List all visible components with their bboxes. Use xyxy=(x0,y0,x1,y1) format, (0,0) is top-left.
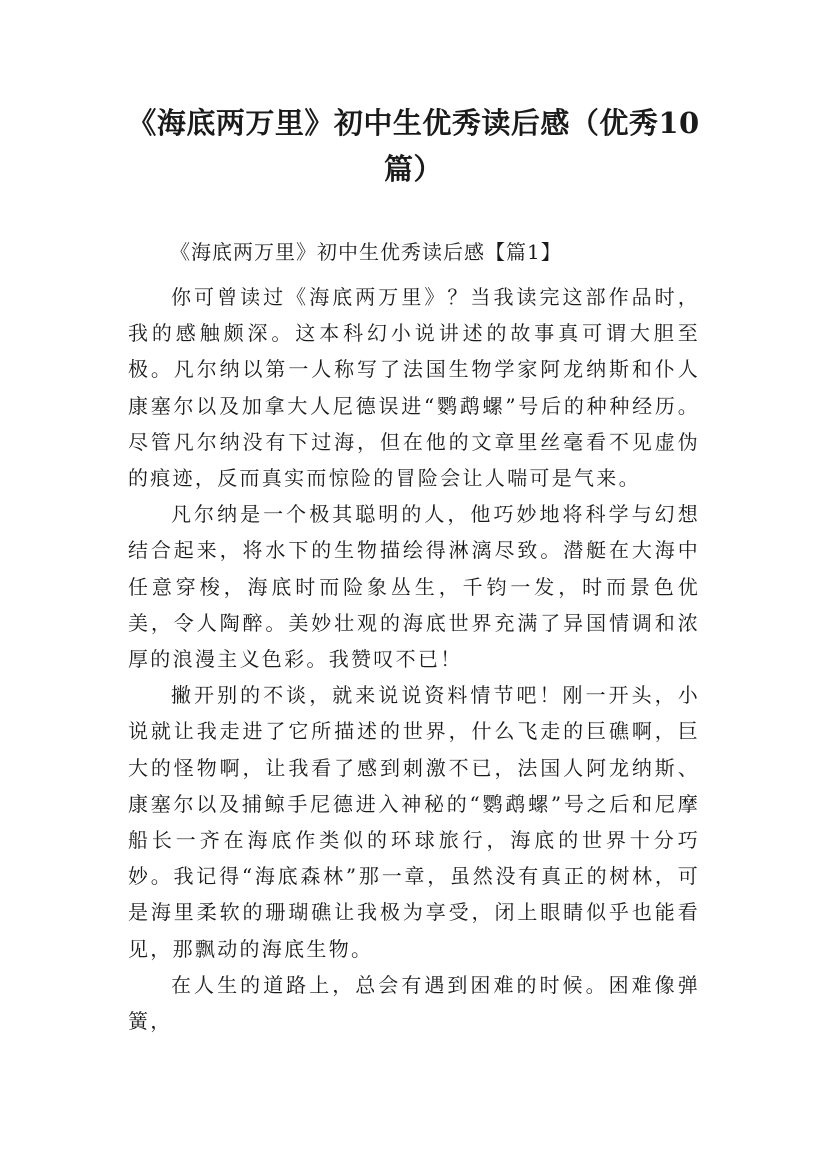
paragraph-1: 你可曾读过《海底两万里》？当我读完这部作品时，我的感触颇深。这本科幻小说讲述的故事真可谓大胆至极。凡尔纳以第一人称写了法国生物学家阿龙纳斯和仆人康塞尔以及加拿大人尼德误进“鹦鹉螺”号后的种种经历。尽管凡尔纳没有下过海，但在他的文章里丝毫看不见虚伪的痕迹，反而真实而惊险的冒险会让人喘可是气来。 xyxy=(128,285,700,491)
paragraph-3: 撇开别的不谈，就来说说资料情节吧！刚一开头，小说就让我走进了它所描述的世界，什么飞走的巨礁啊，巨大的怪物啊，让我看了感到刺激不已，法国人阿龙纳斯、康塞尔以及捕鲸手尼德进入神秘的“鹦鹉螺”号之后和尼摩船长一齐在海底作类似的环球旅行，海底的世界十分巧妙。我记得“海底森林”那一章，虽然没有真正的树林，可是海里柔软的珊瑚礁让我极为享受，闭上眼睛似乎也能看见，那飘动的海底生物。 xyxy=(128,683,700,961)
paragraph-2: 凡尔纳是一个极其聪明的人，他巧妙地将科学与幻想结合起来，将水下的生物描绘得淋漓尽致。潜艇在大海中任意穿梭，海底时而险象丛生，千钧一发，时而景色优美，令人陶醉。美妙壮观的海底世界充满了异国情调和浓厚的浪漫主义色彩。我赞叹不已！ xyxy=(128,502,700,672)
section-heading: 《海底两万里》初中生优秀读后感【篇1】 xyxy=(170,240,562,264)
paragraph-4: 在人生的道路上，总会有遇到困难的时候。困难像弹簧， xyxy=(128,972,700,1034)
article-body xyxy=(128,279,700,1039)
document-title: 《海底两万里》初中生优秀读后感（优秀10篇） xyxy=(127,106,700,186)
